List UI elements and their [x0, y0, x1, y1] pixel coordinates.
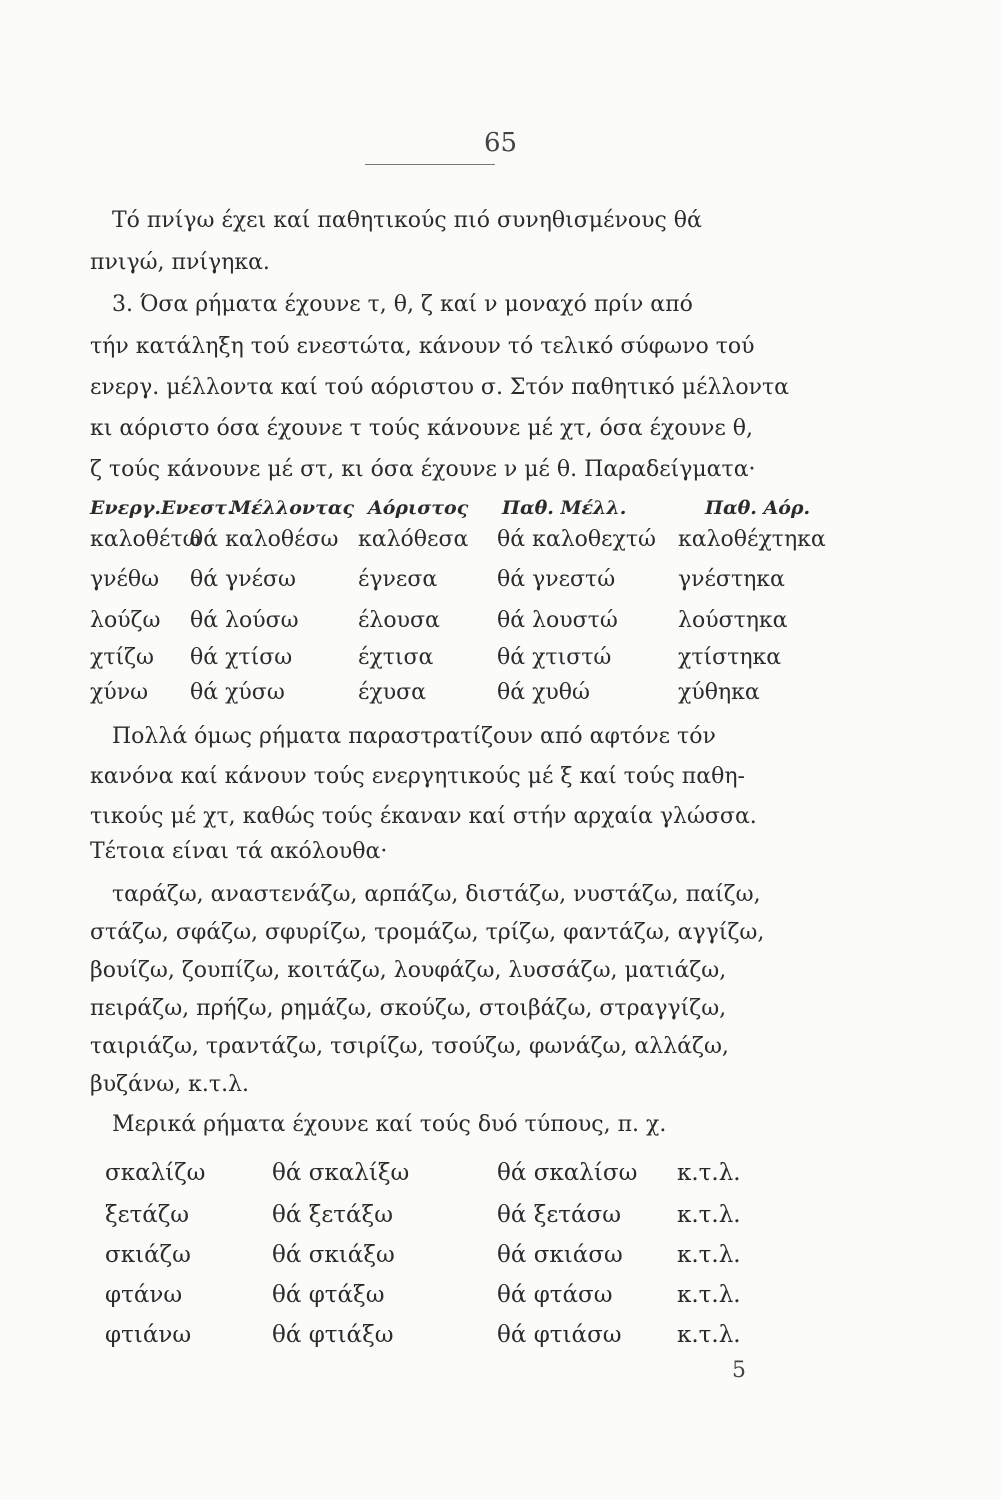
table-cell: χτίζω — [90, 645, 154, 670]
text-line: στάζω, σφάζω, σφυρίζω, τρομάζω, τρίζω, φαντάζω, αγγίζω, — [90, 920, 765, 945]
text-line: ζ τούς κάνουνε μέ στ, κι όσα έχουνε ν μέ θ. Παραδείγματα· — [90, 457, 756, 482]
text-line: τήν κατάληξη τού ενεστώτα, κάνουν τό τελικό σύφωνο τού — [90, 334, 755, 359]
table-cell: θά γνεστώ — [497, 567, 616, 592]
page-number: 65 — [483, 128, 518, 158]
table-cell: καλοθέτω — [90, 527, 201, 552]
table-cell: λούστηκα — [678, 608, 788, 633]
table-cell: έγνεσα — [358, 567, 438, 592]
text-line: ταράζω, αναστενάζω, αρπάζω, διστάζω, νυστάζω, παίζω, — [112, 882, 761, 907]
table-cell: ξετάζω — [105, 1202, 190, 1228]
table-cell: κ.τ.λ. — [677, 1322, 741, 1348]
table-cell: θά λουστώ — [497, 608, 618, 633]
table-cell: καλοθέχτηκα — [678, 527, 826, 552]
text-line: ενεργ. μέλλοντα καί τού αόριστου σ. Στόν παθητικό μέλλοντα — [90, 375, 790, 400]
text-line: Τέτοια είναι τά ακόλουθα· — [90, 839, 388, 864]
table-header: Παθ. Μέλλ. — [502, 497, 627, 519]
text-line: Πολλά όμως ρήματα παραστρατίζουν από αφτόνε τόν — [112, 724, 716, 749]
text-line: Τό πνίγω έχει καί παθητικούς πιό συνηθισμένους θά — [112, 208, 702, 233]
text-line: πειράζω, πρήζω, ρημάζω, σκούζω, στοιβάζω, στραγγίζω, — [90, 996, 727, 1021]
table-cell: καλόθεσα — [358, 527, 469, 552]
table-cell: θά καλοθέσω — [190, 527, 339, 552]
table-cell: θά φτάσω — [497, 1282, 613, 1308]
table-cell: θά χτιστώ — [497, 645, 612, 670]
table-cell: θά ξετάσω — [497, 1202, 621, 1228]
table-cell: έχυσα — [358, 680, 426, 705]
table-cell: γνέστηκα — [678, 567, 785, 592]
table-cell: θά λούσω — [190, 608, 299, 633]
table-cell: έλουσα — [358, 608, 440, 633]
table-cell: θά χτίσω — [190, 645, 293, 670]
table-cell: φτιάνω — [105, 1322, 192, 1348]
text-line: τικούς μέ χτ, καθώς τούς έκαναν καί στήν αρχαία γλώσσα. — [90, 804, 757, 829]
table-cell: θά φτάξω — [272, 1282, 385, 1308]
text-line: κι αόριστο όσα έχουνε τ τούς κάνουνε μέ χτ, όσα έχουνε θ, — [90, 416, 753, 441]
table-header: Παθ. Αόρ. — [705, 497, 811, 519]
table-cell: λούζω — [90, 608, 161, 633]
table-cell: θά ξετάξω — [272, 1202, 393, 1228]
table-cell: έχτισα — [358, 645, 434, 670]
table-cell: θά σκαλίξω — [272, 1160, 410, 1186]
text-line: βουίζω, ζουπίζω, κοιτάζω, λουφάζω, λυσσάζω, ματιάζω, — [90, 958, 727, 983]
table-cell: κ.τ.λ. — [677, 1282, 741, 1308]
table-header: Ενεργ.Ενεστ. — [90, 497, 234, 519]
header-rule — [365, 164, 495, 165]
text-line: κανόνα καί κάνουν τούς ενεργητικούς μέ ξ καί τούς παθη- — [90, 764, 745, 789]
table-cell: θά σκαλίσω — [497, 1160, 638, 1186]
table-cell: χτίστηκα — [678, 645, 782, 670]
text-line: πνιγώ, πνίγηκα. — [90, 250, 270, 275]
table-cell: κ.τ.λ. — [677, 1202, 741, 1228]
table-cell: θά χύσω — [190, 680, 285, 705]
table-cell: κ.τ.λ. — [677, 1160, 741, 1186]
table-cell: θά σκιάξω — [272, 1242, 395, 1268]
table-cell: θά σκιάσω — [497, 1242, 623, 1268]
table-header: Μέλλοντας — [230, 497, 355, 519]
table-cell: θά φτιάσω — [497, 1322, 622, 1348]
text-line: βυζάνω, κ.τ.λ. — [90, 1072, 250, 1097]
text-line: 3. Όσα ρήματα έχουνε τ, θ, ζ καί ν μοναχό πρίν από — [112, 292, 693, 317]
table-cell: θά φτιάξω — [272, 1322, 394, 1348]
text-line: Μερικά ρήματα έχουνε καί τούς δυό τύπους, π. χ. — [112, 1112, 667, 1137]
table-cell: θά χυθώ — [497, 680, 590, 705]
table-cell: χύθηκα — [678, 680, 760, 705]
table-header: Αόριστος — [368, 497, 469, 519]
table-cell: γνέθω — [90, 567, 160, 592]
table-cell: θά γνέσω — [190, 567, 296, 592]
table-cell: σκαλίζω — [105, 1160, 206, 1186]
table-cell: κ.τ.λ. — [677, 1242, 741, 1268]
table-cell: θά καλοθεχτώ — [497, 527, 656, 552]
table-cell: σκιάζω — [105, 1242, 191, 1268]
table-cell: χύνω — [90, 680, 149, 705]
signature-mark: 5 — [732, 1358, 746, 1383]
text-line: ταιριάζω, τραντάζω, τσιρίζω, τσούζω, φωνάζω, αλλάζω, — [90, 1034, 729, 1059]
table-cell: φτάνω — [105, 1282, 183, 1308]
